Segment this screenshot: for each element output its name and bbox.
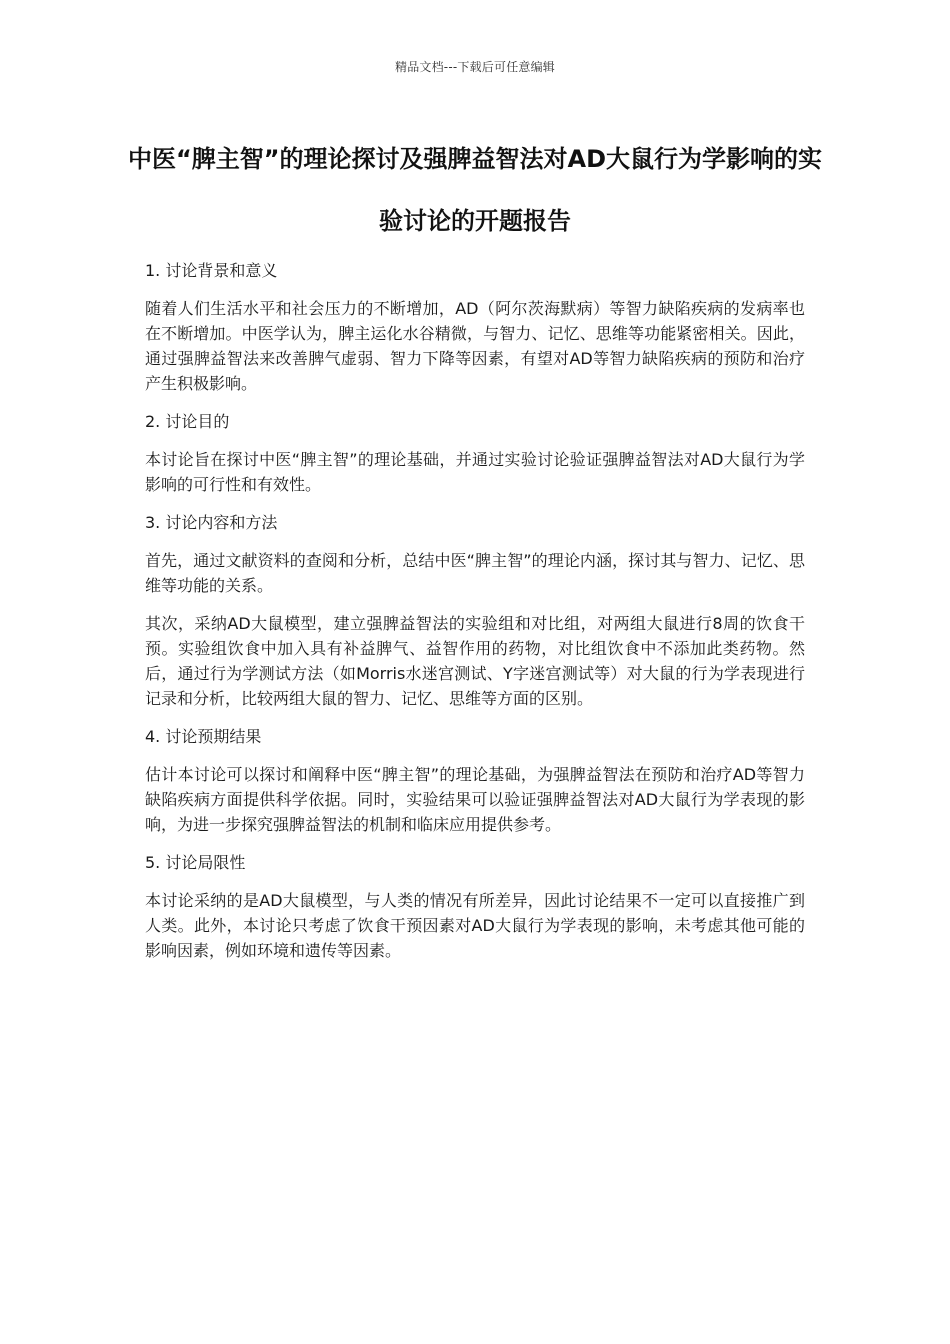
section-heading: 1. 讨论背景和意义 bbox=[145, 261, 278, 280]
section-heading: 5. 讨论局限性 bbox=[145, 853, 246, 872]
paragraph: 本讨论采纳的是AD大鼠模型，与人类的情况有所差异，因此讨论结果不一定可以直接推广到人类。此外，本讨论只考虑了饮食干预因素对AD大鼠行为学表现的影响，未考虑其他可能的影响因素，例如环境和遗传等因素。 bbox=[145, 891, 805, 960]
section-heading: 2. 讨论目的 bbox=[145, 412, 230, 431]
paragraph: 首先，通过文献资料的查阅和分析，总结中医“脾主智”的理论内涵，探讨其与智力、记忆、思维等功能的关系。 bbox=[145, 551, 805, 595]
paragraph: 估计本讨论可以探讨和阐释中医“脾主智”的理论基础，为强脾益智法在预防和治疗AD等智力缺陷疾病方面提供科学依据。同时，实验结果可以验证强脾益智法对AD大鼠行为学表现的影响，为进一步探究强脾益智法的机制和临床应用提供参考。 bbox=[145, 765, 805, 834]
section-heading: 3. 讨论内容和方法 bbox=[145, 513, 278, 532]
header-note: 精品文档---下载后可任意编辑 bbox=[395, 60, 555, 74]
paragraph: 本讨论旨在探讨中医“脾主智”的理论基础，并通过实验讨论验证强脾益智法对AD大鼠行为学影响的可行性和有效性。 bbox=[145, 450, 805, 494]
section bbox=[145, 510, 805, 711]
paragraph: 随着人们生活水平和社会压力的不断增加，AD（阿尔茨海默病）等智力缺陷疾病的发病率也在不断增加。中医学认为，脾主运化水谷精微，与智力、记忆、思维等功能紧密相关。因此，通过强脾益智法来改善脾气虚弱、智力下降等因素，有望对AD等智力缺陷疾病的预防和治疗产生积极影响。 bbox=[145, 299, 805, 393]
document-body bbox=[145, 258, 805, 976]
section-heading: 4. 讨论预期结果 bbox=[145, 727, 262, 746]
document-title: 中医“脾主智”的理论探讨及强脾益智法对AD大鼠行为学影响的实验讨论的开题报告 bbox=[127, 145, 823, 235]
section bbox=[145, 850, 805, 963]
section bbox=[145, 724, 805, 837]
section bbox=[145, 409, 805, 497]
section bbox=[145, 258, 805, 396]
paragraph: 其次，采纳AD大鼠模型，建立强脾益智法的实验组和对比组，对两组大鼠进行8周的饮食干预。实验组饮食中加入具有补益脾气、益智作用的药物，对比组饮食中不添加此类药物。然后，通过行为学测试方法（如Morris水迷宫测试、Y字迷宫测试等）对大鼠的行为学表现进行记录和分析，比较两组大鼠的智力、记忆、思维等方面的区别。 bbox=[145, 614, 805, 708]
